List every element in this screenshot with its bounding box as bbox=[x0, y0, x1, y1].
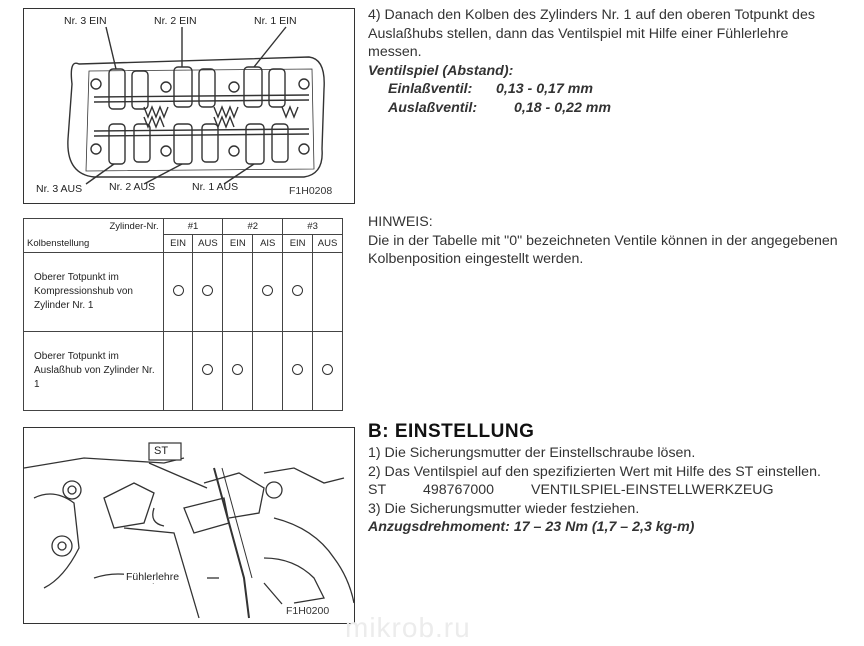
adjustment-figure bbox=[23, 427, 355, 624]
mark-cell bbox=[313, 332, 343, 411]
figure-code: F1H0200 bbox=[286, 605, 330, 617]
step1-text: 1) Die Sicherungsmutter der Einstellschraube lösen. bbox=[368, 445, 696, 461]
valve-adjustment-table bbox=[23, 218, 343, 411]
valve-header: AIS bbox=[253, 235, 283, 253]
valve-mark-circle bbox=[202, 364, 213, 375]
label-nr2-ein: Nr. 2 EIN bbox=[154, 15, 197, 27]
mark-cell bbox=[223, 253, 253, 332]
gauge-label: Fühlerlehre bbox=[126, 571, 180, 583]
tool-number: 498767000 bbox=[423, 482, 495, 498]
torque-spec: Anzugsdrehmoment: 17 – 23 Nm (1,7 – 2,3 kg-m) bbox=[368, 519, 695, 535]
exhaust-row bbox=[368, 99, 838, 118]
valve-header: EIN bbox=[163, 235, 193, 253]
note-block bbox=[368, 213, 838, 269]
mark-cell bbox=[163, 253, 193, 332]
tool-row bbox=[368, 481, 838, 500]
label-nr3-ein: Nr. 3 EIN bbox=[64, 15, 107, 27]
label-nr1-ein: Nr. 1 EIN bbox=[254, 15, 297, 27]
mark-cell bbox=[223, 332, 253, 411]
step2-text: 2) Das Ventilspiel auf den spezifizierten Wert mit Hilfe des ST einstellen. bbox=[368, 463, 821, 480]
section-b-heading: B: EINSTELLUNG bbox=[368, 421, 535, 442]
mark-cell bbox=[253, 253, 283, 332]
valve-header: AUS bbox=[313, 235, 343, 253]
note-text: Die in der Tabelle mit "0" bezeichneten Ventile können in der angegebenen Kolbenposition eingestellt werden. bbox=[368, 232, 838, 267]
mark-cell bbox=[253, 332, 283, 411]
intake-value: 0,13 - 0,17 mm bbox=[496, 81, 594, 97]
label-nr3-aus: Nr. 3 AUS bbox=[36, 183, 83, 195]
cylinder-1-header: #1 bbox=[163, 219, 223, 235]
cylinder-2-header: #2 bbox=[223, 219, 283, 235]
table-row bbox=[24, 332, 343, 411]
intake-label: Einlaßventil: bbox=[388, 81, 473, 97]
intake-row bbox=[368, 80, 838, 99]
table-row bbox=[24, 253, 343, 332]
label-nr2-aus: Nr. 2 AUS bbox=[109, 181, 156, 193]
figure-code: F1H0208 bbox=[289, 185, 333, 197]
cylinder-head-drawing bbox=[24, 9, 354, 203]
mark-cell bbox=[163, 332, 193, 411]
mark-cell bbox=[283, 332, 313, 411]
adjustment-drawing bbox=[24, 428, 354, 623]
row-label: Oberer Totpunkt im Auslaßhub von Zylinder Nr. 1 bbox=[24, 332, 164, 411]
tool-prefix: ST bbox=[368, 482, 387, 498]
valve-header: AUS bbox=[193, 235, 223, 253]
tool-name: VENTILSPIEL-EINSTELLWERKZEUG bbox=[531, 482, 774, 498]
valve-mark-circle bbox=[202, 285, 213, 296]
mark-cell bbox=[193, 332, 223, 411]
section-b-block bbox=[368, 444, 838, 537]
valve-layout-figure bbox=[23, 8, 355, 204]
valve-mark-circle bbox=[262, 285, 273, 296]
mark-cell bbox=[193, 253, 223, 332]
row-label: Oberer Totpunkt im Kompressionshub von Zylinder Nr. 1 bbox=[24, 253, 164, 332]
label-nr1-aus: Nr. 1 AUS bbox=[192, 181, 239, 193]
valve-mark-circle bbox=[232, 364, 243, 375]
exhaust-value: 0,18 - 0,22 mm bbox=[514, 99, 612, 116]
note-title: HINWEIS: bbox=[368, 214, 433, 230]
step4-text: 4) Danach den Kolben des Zylinders Nr. 1 auf den oberen Totpunkt des Auslaßhubs stellen, dann das Ventilspiel mit Hilfe einer Fühlerlehre messen. bbox=[368, 7, 815, 60]
valve-header: EIN bbox=[283, 235, 313, 253]
step4-block bbox=[368, 6, 838, 117]
valve-mark-circle bbox=[322, 364, 333, 375]
valve-mark-circle bbox=[292, 285, 303, 296]
cylinder-header: Zylinder-Nr. bbox=[24, 219, 164, 235]
piston-header: Kolbenstellung bbox=[24, 235, 164, 253]
cylinder-3-header: #3 bbox=[283, 219, 343, 235]
clearance-title: Ventilspiel (Abstand): bbox=[368, 62, 514, 79]
exhaust-label: Auslaßventil: bbox=[388, 99, 478, 116]
valve-mark-circle bbox=[292, 364, 303, 375]
valve-mark-circle bbox=[173, 285, 184, 296]
mark-cell bbox=[313, 253, 343, 332]
watermark: mikrob.ru bbox=[345, 612, 471, 643]
st-label: ST bbox=[154, 445, 169, 457]
valve-header: EIN bbox=[223, 235, 253, 253]
step3-text: 3) Die Sicherungsmutter wieder festziehen. bbox=[368, 500, 640, 517]
mark-cell bbox=[283, 253, 313, 332]
